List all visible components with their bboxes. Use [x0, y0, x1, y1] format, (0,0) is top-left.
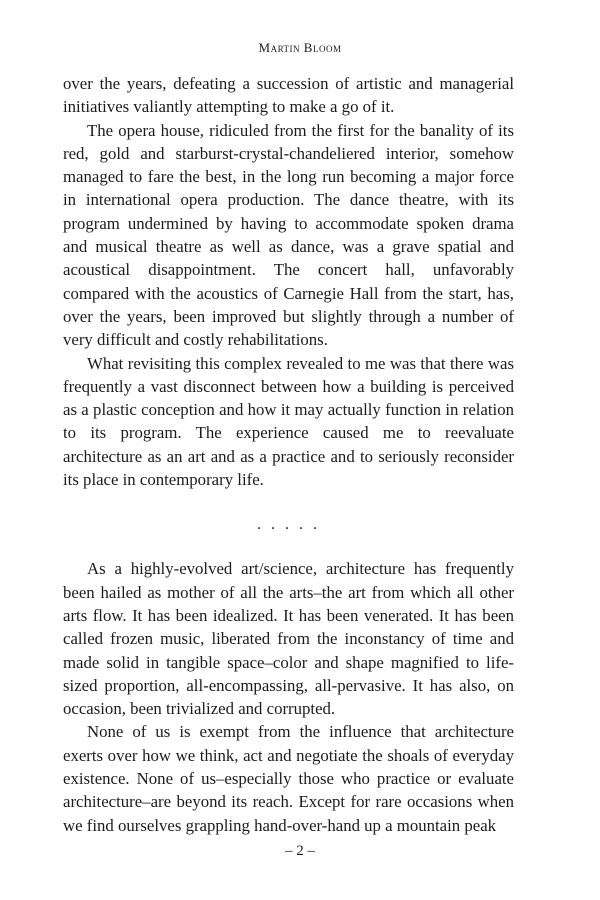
paragraph: The opera house, ridiculed from the first for the banality of its red, gold and starburst-crystal-chandeliered interior, somehow managed to fare the best, in the long run becoming a major force in international opera production. The dance theatre, with its program undermined by having to accommodate spoken drama and musical theatre as well as dance, was a grave spatial and acoustical disappointment. The concert hall, unfavorably compared with the acoustics of Carnegie Hall from the start, has, over the years, been improved but slightly through a number of very difficult and costly rehabilitations. — [63, 120, 514, 350]
section-break: . . . . . — [257, 516, 320, 534]
paragraph: As a highly-evolved art/science, architecture has frequently been hailed as mother of all the arts–the art from which all other arts flow. It has been idealized. It has been venerated. It has been called frozen music, liberated from the inconstancy of time and made solid in tangible space–color and shape magnified to life-sized proportion, all-encompassing, all-pervasive. It has also, on occasion, been trivialized and corrupted. — [63, 559, 514, 719]
page-number: – 2 – — [285, 843, 315, 859]
running-head: Martin Bloom — [258, 40, 342, 55]
paragraph: None of us is exempt from the influence that architecture exerts over how we think, act and negotiate the shoals of everyday existence. None of us–especially those who practice or evaluate architecture–are beyond its reach. Except for rare occasions when we find ourselves grappling hand-over-hand up a mountain peak — [63, 722, 514, 835]
paragraph: What revisiting this complex revealed to me was that there was frequently a vast disconnect between how a building is perceived as a plastic conception and how it may actually function in relation to its program. The experience caused me to reevaluate architecture as an art and as a practice and to seriously reconsider its place in contemporary life. — [63, 353, 514, 490]
paragraph: over the years, defeating a succession of artistic and managerial initiatives valiantly attempting to make a go of it. — [63, 74, 514, 117]
body-text — [63, 72, 514, 837]
